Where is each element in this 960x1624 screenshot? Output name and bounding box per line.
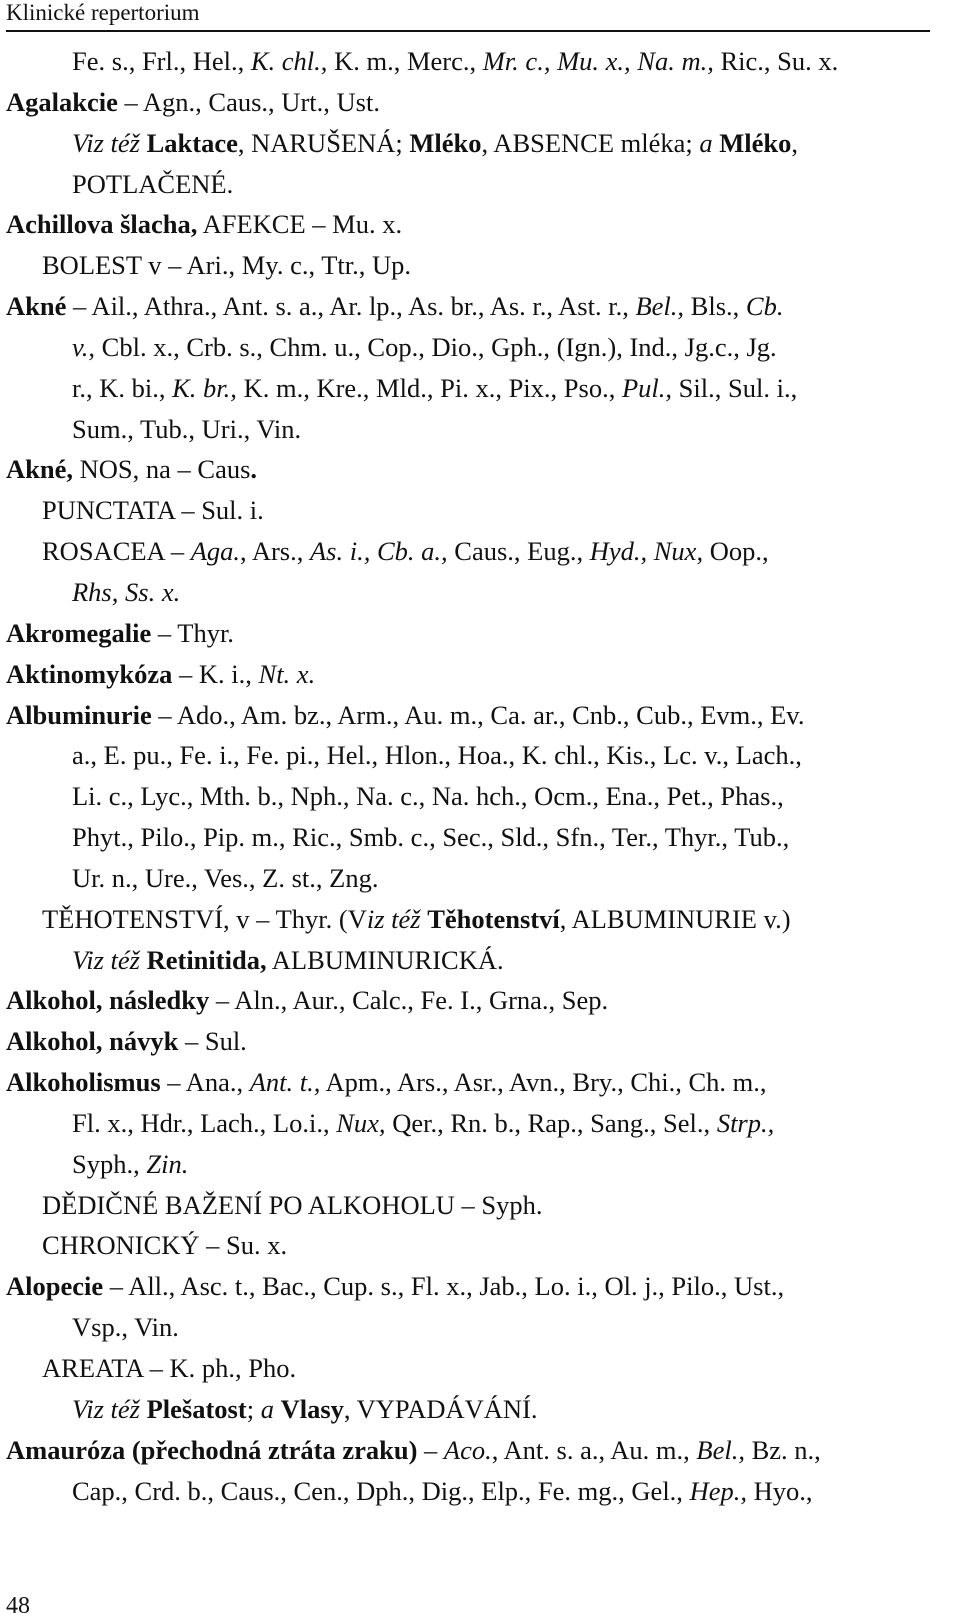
text-segment: Apm., Ars., Asr., Avn., Bry., Chi., Ch. m., <box>320 1067 767 1098</box>
text-segment: Cap., Crd. b., Caus., Cen., Dph., Dig., Elp., Fe. mg., Gel., <box>72 1475 690 1506</box>
text-segment: Li. c., Lyc., Mth. b., Nph., Na. c., Na. hch., Ocm., Ena., Pet., Phas., <box>72 781 784 812</box>
entry-line <box>6 204 930 245</box>
entry-line <box>6 695 930 736</box>
continuation-line <box>6 327 930 368</box>
text-segment: Vsp., Vin. <box>72 1312 179 1343</box>
emphasis-text: Mr. c., Mu. x., Na. m., <box>482 46 714 76</box>
rubric-term: Mléko <box>719 127 792 158</box>
text-segment: Oop., <box>703 536 769 567</box>
continuation-line <box>6 940 930 981</box>
rubric-term: Albuminurie <box>6 699 152 730</box>
emphasis-text: As. i., Cb. a., <box>310 536 448 567</box>
text-segment: , NARUŠENÁ; <box>237 127 410 158</box>
emphasis-text: K. chl., <box>250 46 328 76</box>
emphasis-text: Viz též <box>72 1393 140 1424</box>
rubric-term: Mléko <box>409 127 482 158</box>
text-segment: – K. i., <box>172 658 259 689</box>
text-segment: Fl. x., Hdr., Lach., Lo.i., <box>72 1107 337 1138</box>
continuation-line <box>6 1103 930 1144</box>
continuation-line <box>6 1389 930 1430</box>
text-segment <box>140 128 147 158</box>
rubric-term: Akné <box>6 291 67 322</box>
text-segment: – Ado., Am. bz., Arm., Au. m., Ca. ar., Cnb., Cub., Evm., Ev. <box>151 699 805 730</box>
text-segment: POTLAČENÉ. <box>72 168 234 199</box>
subentry-line <box>6 245 930 286</box>
text-segment: , ALBUMINURIE v.) <box>559 903 791 934</box>
emphasis-text: Bel., <box>635 291 685 322</box>
text-segment: Fe. s., Frl., Hel., <box>72 46 251 76</box>
text-segment: r., K. bi., <box>72 372 173 403</box>
emphasis-text: Aga. <box>190 536 241 567</box>
emphasis-text: Hep., <box>689 1475 747 1506</box>
subentry-line <box>6 899 930 940</box>
emphasis-text: Rhs, Ss. x. <box>72 576 181 607</box>
text-segment <box>140 1394 147 1424</box>
text-segment: TĚHOTENSTVÍ, v – Thyr. (V <box>42 903 367 934</box>
emphasis-text: Bel., <box>696 1434 745 1465</box>
text-segment: Sil., Sul. i., <box>672 372 798 403</box>
text-segment: Hyo., <box>746 1475 813 1506</box>
continuation-line <box>6 1144 930 1185</box>
text-segment <box>140 945 147 975</box>
text-segment: CHRONICKÝ – Su. x. <box>42 1230 288 1261</box>
text-segment: Qer., Rn. b., Rap., Sang., Sel., <box>385 1107 717 1138</box>
rubric-term: Achillova šlacha, <box>6 209 198 240</box>
entry-line <box>6 286 930 327</box>
text-segment <box>274 1394 281 1424</box>
rubric-term: Akromegalie <box>6 617 152 648</box>
text-segment: ROSACEA – <box>42 536 191 567</box>
entry-line <box>6 980 930 1021</box>
entry-line <box>6 1430 930 1471</box>
continuation-line <box>6 123 930 164</box>
continuation-line <box>6 409 930 450</box>
rubric-term: Těhotenství <box>427 903 560 934</box>
rubric-term: Laktace <box>146 127 238 158</box>
rubric-term: Agalakcie <box>6 86 118 117</box>
emphasis-text: Viz též <box>72 127 140 158</box>
continuation-line <box>6 41 930 82</box>
emphasis-text: iz též <box>366 903 421 934</box>
continuation-line <box>6 572 930 613</box>
text-segment: – Aln., Aur., Calc., Fe. I., Grna., Sep. <box>209 985 609 1016</box>
text-segment: ; <box>246 1393 261 1424</box>
page-number: 48 <box>6 1593 30 1619</box>
entry-line <box>6 613 930 654</box>
entry-line <box>6 654 930 695</box>
text-segment: – <box>417 1434 444 1465</box>
rubric-term: . <box>250 454 258 485</box>
text-segment: Syph., <box>72 1148 147 1179</box>
emphasis-text: Zin. <box>146 1148 189 1179</box>
text-segment: , VYPADÁVÁNÍ. <box>343 1393 538 1424</box>
continuation-line <box>6 735 930 776</box>
text-segment: ALBUMINURICKÁ. <box>266 944 504 975</box>
entry-line <box>6 1266 930 1307</box>
text-segment: – Ana., <box>160 1067 250 1098</box>
continuation-line <box>6 164 930 205</box>
header-rule <box>6 30 930 32</box>
emphasis-text: Pul., <box>621 372 673 403</box>
continuation-line <box>6 817 930 858</box>
rubric-term: Aktinomykóza <box>6 658 173 689</box>
emphasis-text: Cb. <box>745 291 784 322</box>
continuation-line <box>6 858 930 899</box>
subentry-line <box>6 1225 930 1266</box>
text-segment: PUNCTATA – Sul. i. <box>42 495 264 526</box>
text-segment: Ur. n., Ure., Ves., Z. st., Zng. <box>72 862 379 893</box>
entry-line <box>6 1021 930 1062</box>
text-segment: – Ail., Athra., Ant. s. a., Ar. lp., As. br., As. r., Ast. r., <box>66 291 636 322</box>
text-segment: – Thyr. <box>151 617 234 648</box>
entry-line <box>6 82 930 123</box>
text-segment: Caus., Eug., <box>447 536 590 567</box>
subentry-line <box>6 1348 930 1389</box>
entry-line <box>6 449 930 490</box>
text-segment: K. m., Merc., <box>327 46 483 76</box>
rubric-term: Alkoholismus <box>6 1067 161 1098</box>
text-segment: Sum., Tub., Uri., Vin. <box>72 413 302 444</box>
header-title: Klinické repertorium <box>6 0 200 25</box>
text-segment: Phyt., Pilo., Pip. m., Ric., Smb. c., Sec., Sld., Sfn., Ter., Thyr., Tub., <box>72 822 790 853</box>
emphasis-text: a <box>260 1393 274 1424</box>
continuation-line <box>6 1307 930 1348</box>
text-segment: Bls., <box>684 291 746 322</box>
text-segment: DĚDIČNÉ BAŽENÍ PO ALKOHOLU – Syph. <box>42 1189 543 1220</box>
text-segment: Bz. n., <box>744 1434 821 1465</box>
text-segment: – All., Asc. t., Bac., Cup. s., Fl. x., Jab., Lo. i., Ol. j., Pilo., Ust., <box>103 1271 785 1302</box>
text-segment: – Sul. <box>178 1026 247 1057</box>
emphasis-text: Hyd., Nux, <box>589 536 704 567</box>
text-segment: AREATA – K. ph., Pho. <box>42 1353 297 1383</box>
emphasis-text: Nux, <box>336 1107 386 1138</box>
subentry-line <box>6 531 930 572</box>
rubric-term: Amauróza (přechodná ztráta zraku) <box>6 1434 418 1465</box>
subentry-line <box>6 1185 930 1226</box>
text-segment: K. m., Kre., Mld., Pi. x., Pix., Pso., <box>236 372 622 403</box>
text-segment: a., E. pu., Fe. i., Fe. pi., Hel., Hlon., Hoa., K. chl., Kis., Lc. v., Lach., <box>72 740 802 771</box>
text-segment: , ABSENCE mléka; <box>481 127 700 158</box>
text-segment: , Ant. s. a., Au. m., <box>491 1434 697 1465</box>
rubric-term: Plešatost <box>146 1393 247 1424</box>
emphasis-text: K. br., <box>172 372 237 403</box>
rubric-term: Retinitida, <box>146 944 267 975</box>
text-segment: , <box>791 127 799 158</box>
emphasis-text: Ant. t., <box>249 1067 321 1098</box>
rubric-term: Vlasy <box>280 1393 344 1424</box>
emphasis-text: Viz též <box>72 944 140 975</box>
emphasis-text: Nt. x. <box>258 658 316 689</box>
continuation-line <box>6 776 930 817</box>
text-segment: NOS, na – Caus <box>73 454 251 485</box>
text-segment: Ric., Su. x. <box>713 46 839 76</box>
emphasis-text: Strp., <box>716 1107 775 1138</box>
emphasis-text: a <box>699 127 713 158</box>
emphasis-text: v., <box>72 331 96 362</box>
text-segment: , Ars., <box>240 536 310 567</box>
rubric-term: Akné, <box>6 454 74 485</box>
running-header <box>6 0 930 26</box>
rubric-term: Alkohol, následky <box>6 985 210 1016</box>
text-segment: AFEKCE – Mu. x. <box>197 209 403 240</box>
entry-line <box>6 1062 930 1103</box>
continuation-line <box>6 1471 930 1512</box>
text-segment: BOLEST v – Ari., My. c., Ttr., Up. <box>42 250 412 281</box>
continuation-line <box>6 368 930 409</box>
repertory-text <box>6 41 930 1511</box>
text-segment: – Agn., Caus., Urt., Ust. <box>117 86 380 117</box>
rubric-term: Alopecie <box>6 1271 104 1302</box>
emphasis-text: Aco. <box>443 1434 492 1465</box>
text-segment: Cbl. x., Crb. s., Chm. u., Cop., Dio., Gph., (Ign.), Ind., Jg.c., Jg. <box>95 331 777 362</box>
subentry-line <box>6 490 930 531</box>
rubric-term: Alkohol, návyk <box>6 1026 179 1057</box>
